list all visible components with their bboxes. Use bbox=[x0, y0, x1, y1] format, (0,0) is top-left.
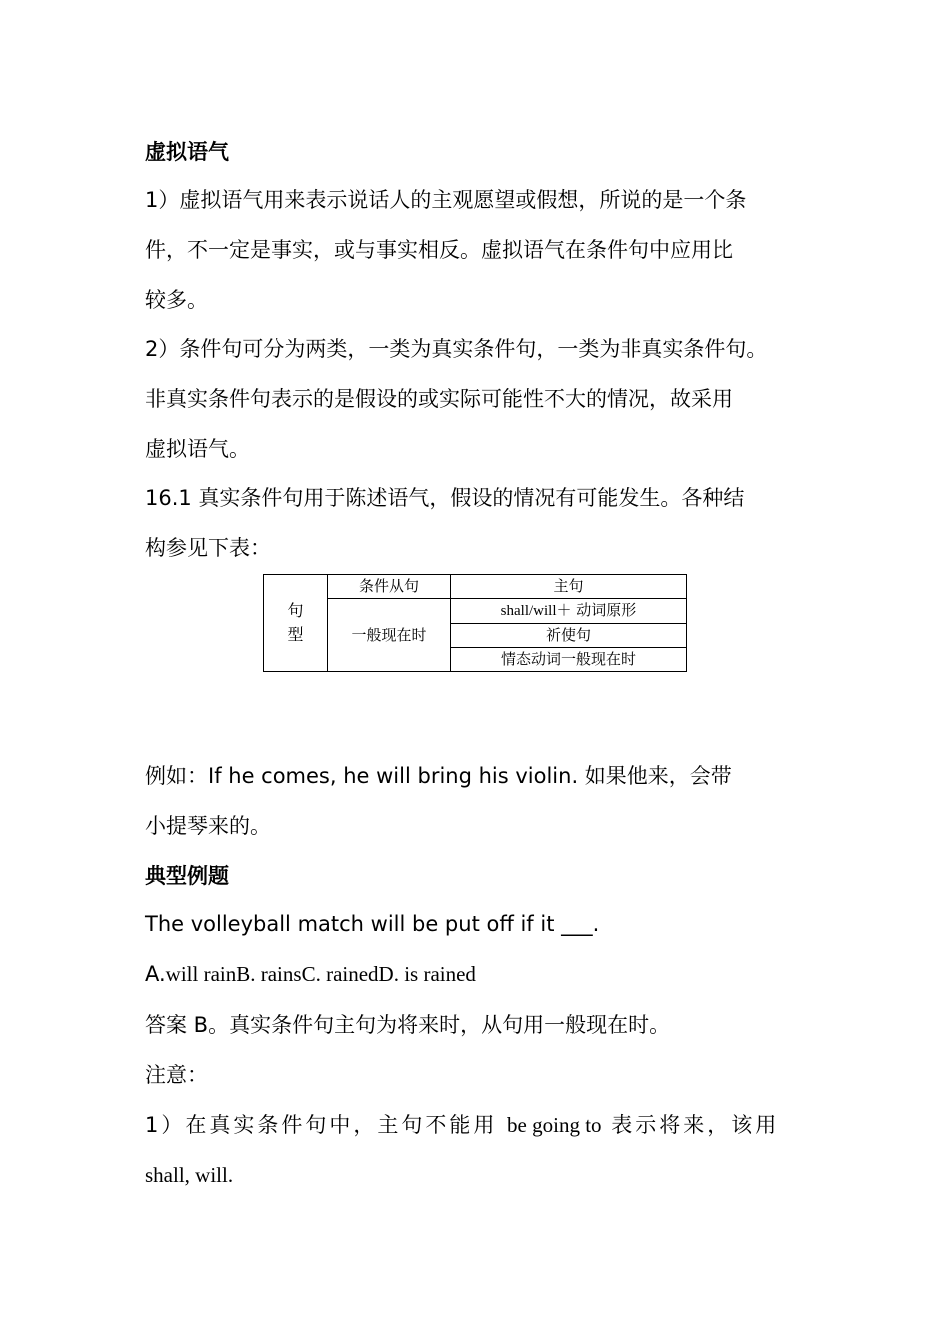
table-main-row2: 祈使句 bbox=[451, 624, 687, 648]
note1-line2: shall, will. bbox=[145, 1163, 234, 1187]
example-line2: 小提琴来的。 bbox=[145, 814, 271, 838]
table-header-main-clause: 主句 bbox=[451, 575, 687, 599]
para3-line1: 16.1 真实条件句用于陈述语气，假设的情况有可能发生。各种结 bbox=[145, 486, 745, 510]
heading-typical-examples: 典型例题 bbox=[145, 864, 229, 888]
note-label: 注意： bbox=[145, 1063, 208, 1087]
note1-zh-part1: 1）在真实条件句中，主句不能用 bbox=[145, 1113, 508, 1137]
table-main-row1-en: shall/will＋ bbox=[500, 603, 572, 619]
para3-line2: 构参见下表： bbox=[145, 536, 271, 560]
table-header-if-clause: 条件从句 bbox=[328, 575, 451, 599]
answer-explanation: 答案 B。真实条件句主句为将来时，从句用一般现在时。 bbox=[145, 1013, 671, 1037]
table-if-tense: 一般现在时 bbox=[328, 599, 451, 672]
table-type-cell bbox=[264, 575, 328, 672]
question-text: The volleyball match will be put off if it ___. bbox=[145, 912, 600, 936]
note1-zh-part2: 表示将来，该用 bbox=[601, 1113, 780, 1137]
note1-en-part: be going to bbox=[507, 1113, 602, 1137]
table-main-row1 bbox=[451, 599, 687, 624]
para2-line2: 非真实条件句表示的是假设的或实际可能性不大的情况，故采用 bbox=[145, 387, 733, 411]
table-main-row1-zh: 动词原形 bbox=[576, 601, 637, 619]
para1-line3: 较多。 bbox=[145, 288, 208, 312]
options-text: will rainB. rainsC. rainedD. is rained bbox=[165, 962, 476, 986]
para1-line2: 件，不一定是事实，或与事实相反。虚拟语气在条件句中应用比 bbox=[145, 238, 733, 262]
heading-subjunctive: 虚拟语气 bbox=[145, 140, 229, 164]
para2-line1: 2）条件句可分为两类，一类为真实条件句，一类为非真实条件句。 bbox=[145, 337, 768, 361]
conditional-structure-table bbox=[263, 574, 687, 672]
table-main-row3: 情态动词一般现在时 bbox=[451, 648, 687, 672]
options-prefix: A. bbox=[145, 962, 166, 986]
para1-line1: 1）虚拟语气用来表示说话人的主观愿望或假想，所说的是一个条 bbox=[145, 188, 747, 212]
note1-line1 bbox=[145, 1110, 779, 1140]
para2-line3: 虚拟语气。 bbox=[145, 437, 250, 461]
table-type-label-1: 句 bbox=[287, 601, 304, 620]
example-line1: 例如：If he comes, he will bring his violin. 如果他来，会带 bbox=[145, 764, 732, 788]
table-type-label-2: 型 bbox=[287, 625, 304, 644]
answer-options bbox=[145, 959, 476, 989]
